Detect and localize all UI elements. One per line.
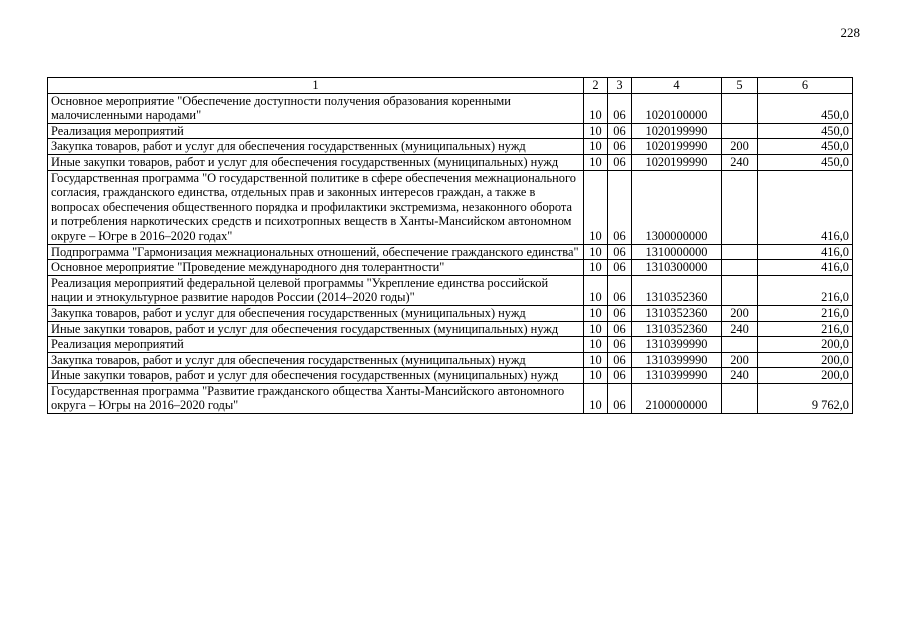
cell-name: Государственная программа "Развитие гражданского общества Ханты-Мансийского автономного округа – Югры на 2016–2020 годы" bbox=[48, 383, 584, 413]
cell-expense-type: 240 bbox=[722, 154, 758, 170]
cell-sum: 416,0 bbox=[758, 170, 853, 244]
cell-subsection: 06 bbox=[608, 123, 632, 139]
cell-subsection: 06 bbox=[608, 305, 632, 321]
cell-expense-type bbox=[722, 383, 758, 413]
cell-name: Государственная программа "О государственной политике в сфере обеспечения межнационального согласия, гражданского единства, отдельных прав и законных интересов граждан, а также в вопросах обеспечения общественного порядка и профилактики экстремизма, незаконного оборота и потребления наркотических средств и психотропных веществ в Ханты-Мансийском автономном округе – Югре в 2016–2020 годах" bbox=[48, 170, 584, 244]
table-header-row bbox=[48, 78, 853, 94]
cell-sum: 416,0 bbox=[758, 260, 853, 276]
cell-name: Реализация мероприятий bbox=[48, 337, 584, 353]
cell-section: 10 bbox=[584, 337, 608, 353]
table-row bbox=[48, 383, 853, 413]
budget-table bbox=[47, 77, 853, 414]
cell-target-code: 1310352360 bbox=[632, 305, 722, 321]
cell-target-code: 2100000000 bbox=[632, 383, 722, 413]
cell-section: 10 bbox=[584, 305, 608, 321]
cell-expense-type: 240 bbox=[722, 321, 758, 337]
cell-sum: 200,0 bbox=[758, 368, 853, 384]
cell-name: Основное мероприятие "Обеспечение доступности получения образования коренными малочисленными народами" bbox=[48, 93, 584, 123]
cell-section: 10 bbox=[584, 321, 608, 337]
cell-name: Иные закупки товаров, работ и услуг для обеспечения государственных (муниципальных) нужд bbox=[48, 321, 584, 337]
cell-section: 10 bbox=[584, 260, 608, 276]
table-row bbox=[48, 170, 853, 244]
column-header-sum: 6 bbox=[758, 78, 853, 94]
cell-subsection: 06 bbox=[608, 368, 632, 384]
cell-subsection: 06 bbox=[608, 321, 632, 337]
cell-name: Закупка товаров, работ и услуг для обеспечения государственных (муниципальных) нужд bbox=[48, 305, 584, 321]
cell-expense-type bbox=[722, 275, 758, 305]
cell-subsection: 06 bbox=[608, 244, 632, 260]
cell-target-code: 1020199990 bbox=[632, 123, 722, 139]
cell-expense-type: 200 bbox=[722, 352, 758, 368]
column-header-name: 1 bbox=[48, 78, 584, 94]
cell-expense-type: 200 bbox=[722, 139, 758, 155]
cell-sum: 216,0 bbox=[758, 305, 853, 321]
table-row bbox=[48, 337, 853, 353]
cell-sum: 416,0 bbox=[758, 244, 853, 260]
cell-subsection: 06 bbox=[608, 260, 632, 276]
column-header-target: 4 bbox=[632, 78, 722, 94]
cell-target-code: 1310399990 bbox=[632, 337, 722, 353]
cell-expense-type: 240 bbox=[722, 368, 758, 384]
cell-section: 10 bbox=[584, 123, 608, 139]
cell-subsection: 06 bbox=[608, 275, 632, 305]
cell-subsection: 06 bbox=[608, 139, 632, 155]
table-row bbox=[48, 321, 853, 337]
cell-expense-type bbox=[722, 170, 758, 244]
cell-section: 10 bbox=[584, 244, 608, 260]
cell-subsection: 06 bbox=[608, 170, 632, 244]
cell-section: 10 bbox=[584, 139, 608, 155]
cell-sum: 450,0 bbox=[758, 154, 853, 170]
cell-sum: 200,0 bbox=[758, 337, 853, 353]
cell-name: Реализация мероприятий федеральной целевой программы "Укрепление единства российской нации и этнокультурное развитие народов России (2014–2020 годы)" bbox=[48, 275, 584, 305]
table-row bbox=[48, 123, 853, 139]
table-row bbox=[48, 275, 853, 305]
cell-subsection: 06 bbox=[608, 383, 632, 413]
cell-subsection: 06 bbox=[608, 93, 632, 123]
table-row bbox=[48, 260, 853, 276]
column-header-subsection: 3 bbox=[608, 78, 632, 94]
page-number: 228 bbox=[840, 25, 860, 40]
cell-section: 10 bbox=[584, 368, 608, 384]
cell-target-code: 1310399990 bbox=[632, 352, 722, 368]
cell-expense-type bbox=[722, 93, 758, 123]
cell-name: Иные закупки товаров, работ и услуг для обеспечения государственных (муниципальных) нужд bbox=[48, 154, 584, 170]
cell-section: 10 bbox=[584, 170, 608, 244]
cell-target-code: 1310352360 bbox=[632, 321, 722, 337]
cell-target-code: 1300000000 bbox=[632, 170, 722, 244]
table-row bbox=[48, 352, 853, 368]
column-header-expense: 5 bbox=[722, 78, 758, 94]
cell-name: Иные закупки товаров, работ и услуг для обеспечения государственных (муниципальных) нужд bbox=[48, 368, 584, 384]
cell-expense-type bbox=[722, 244, 758, 260]
cell-target-code: 1310000000 bbox=[632, 244, 722, 260]
cell-sum: 216,0 bbox=[758, 321, 853, 337]
cell-name: Реализация мероприятий bbox=[48, 123, 584, 139]
cell-sum: 9 762,0 bbox=[758, 383, 853, 413]
cell-name: Подпрограмма "Гармонизация межнациональных отношений, обеспечение гражданского единства" bbox=[48, 244, 584, 260]
cell-subsection: 06 bbox=[608, 154, 632, 170]
cell-expense-type bbox=[722, 337, 758, 353]
cell-target-code: 1020100000 bbox=[632, 93, 722, 123]
table-row bbox=[48, 244, 853, 260]
cell-name: Закупка товаров, работ и услуг для обеспечения государственных (муниципальных) нужд bbox=[48, 139, 584, 155]
cell-section: 10 bbox=[584, 275, 608, 305]
cell-target-code: 1310352360 bbox=[632, 275, 722, 305]
table-row bbox=[48, 93, 853, 123]
cell-name: Закупка товаров, работ и услуг для обеспечения государственных (муниципальных) нужд bbox=[48, 352, 584, 368]
cell-target-code: 1020199990 bbox=[632, 154, 722, 170]
cell-sum: 216,0 bbox=[758, 275, 853, 305]
table-row bbox=[48, 368, 853, 384]
table-row bbox=[48, 305, 853, 321]
cell-sum: 450,0 bbox=[758, 123, 853, 139]
table-row bbox=[48, 139, 853, 155]
cell-section: 10 bbox=[584, 154, 608, 170]
cell-expense-type bbox=[722, 123, 758, 139]
cell-sum: 200,0 bbox=[758, 352, 853, 368]
column-header-section: 2 bbox=[584, 78, 608, 94]
cell-subsection: 06 bbox=[608, 337, 632, 353]
table-body bbox=[48, 78, 853, 414]
cell-target-code: 1020199990 bbox=[632, 139, 722, 155]
table-row bbox=[48, 154, 853, 170]
cell-section: 10 bbox=[584, 93, 608, 123]
cell-subsection: 06 bbox=[608, 352, 632, 368]
cell-section: 10 bbox=[584, 352, 608, 368]
cell-name: Основное мероприятие "Проведение международного дня толерантности" bbox=[48, 260, 584, 276]
cell-target-code: 1310300000 bbox=[632, 260, 722, 276]
cell-expense-type: 200 bbox=[722, 305, 758, 321]
cell-sum: 450,0 bbox=[758, 93, 853, 123]
cell-target-code: 1310399990 bbox=[632, 368, 722, 384]
cell-sum: 450,0 bbox=[758, 139, 853, 155]
cell-section: 10 bbox=[584, 383, 608, 413]
cell-expense-type bbox=[722, 260, 758, 276]
